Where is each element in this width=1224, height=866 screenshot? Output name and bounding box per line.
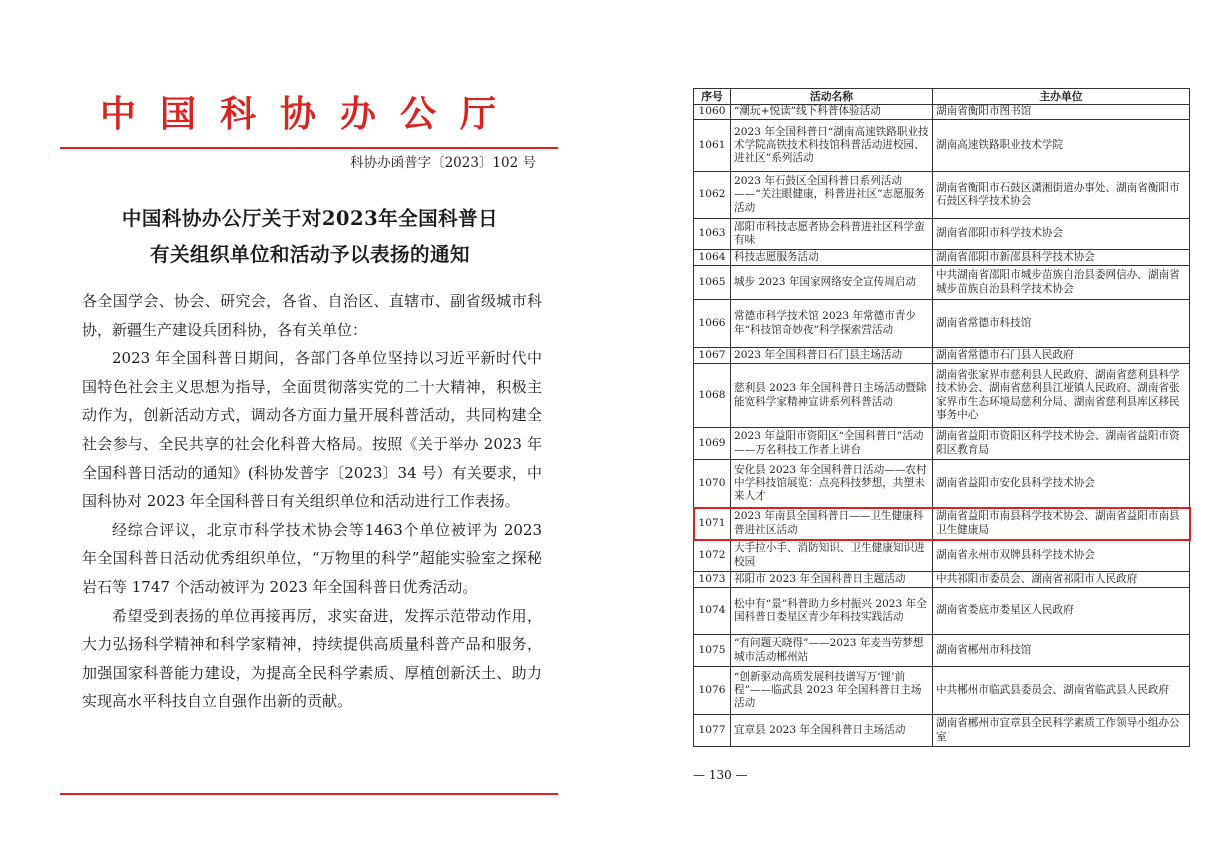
table-row [694, 540, 1190, 572]
table-row [694, 266, 1190, 300]
red-rule-bottom [60, 793, 558, 795]
cell-activity: 2023 年石鼓区全国科普日系列活动——“关注眼健康，科普进社区”志愿服务活动 [731, 172, 933, 219]
cell-no: 1073 [694, 572, 731, 588]
cell-org: 湖南省张家界市慈利县人民政府、湖南省慈利县科学技术协会、湖南省慈利县江垭镇人民政府、湖南省张家界市生态环境局慈利分局、湖南省慈利县库区移民事务中心 [933, 364, 1190, 428]
paragraph-3: 希望受到表扬的单位再接再厉，求实奋进，发挥示范带动作用，大力弘扬科学精神和科学家精神，持续提供高质量科普产品和服务，加强国家科普能力建设，为提高全民科学素质、厚植创新沃土、助力实现高水平科技自立自强作出新的贡献。 [82, 606, 542, 711]
cell-activity: 慈利县 2023 年全国科普日主场活动暨除能宽科学家精神宣讲系列科普活动 [731, 364, 933, 428]
table-row-highlighted [694, 508, 1190, 540]
cell-activity: 2023 年南县全国科普日——卫生健康科普进社区活动 [731, 508, 933, 540]
cell-no: 1066 [694, 300, 731, 348]
table-row [694, 635, 1190, 667]
cell-activity: 城步 2023 年国家网络安全宣传周启动 [731, 266, 933, 300]
cell-no: 1063 [694, 219, 731, 250]
notice-title-line2: 有关组织单位和活动予以表扬的通知 [149, 243, 470, 266]
cell-activity: 松中有“景”科普助力乡村振兴 2023 年全国科普日娄星区青少年科技实践活动 [731, 588, 933, 635]
cell-org: 中共祁阳市委员会、湖南省祁阳市人民政府 [933, 572, 1190, 588]
red-rule-top [60, 147, 558, 149]
cell-no: 1075 [694, 635, 731, 667]
cell-org: 湖南省常德市石门县人民政府 [933, 348, 1190, 364]
cell-no: 1064 [694, 250, 731, 266]
page-number: — 130 — [693, 768, 748, 782]
cell-org: 中共郴州市临武县委员会、湖南省临武县人民政府 [933, 667, 1190, 715]
cell-no: 1076 [694, 667, 731, 715]
cell-no: 1060 [694, 105, 731, 120]
cell-no: 1070 [694, 460, 731, 508]
cell-activity: 大手拉小手、消防知识、卫生健康知识进校园 [731, 540, 933, 572]
table-row [694, 428, 1190, 460]
header-activity: 活动名称 [731, 89, 933, 105]
cell-org: 湖南省益阳市安化县科学技术协会 [933, 460, 1190, 508]
table-row [694, 572, 1190, 588]
cell-no: 1069 [694, 428, 731, 460]
cell-no: 1072 [694, 540, 731, 572]
cell-activity: “创新驱动高质发展科技谱写万‘锂’前程”——临武县 2023 年全国科普日主场活动 [731, 667, 933, 715]
table-row [694, 219, 1190, 250]
doc-number: 科协办函普字〔2023〕102 号 [350, 155, 536, 171]
cell-activity: 科技志愿服务活动 [731, 250, 933, 266]
notice-body [82, 287, 542, 716]
cell-activity: 安化县 2023 年全国科普日活动——农村中学科技馆展览：点亮科技梦想，共塑未来人才 [731, 460, 933, 508]
table-row [694, 300, 1190, 348]
cell-org: 湖南省永州市双牌县科学技术协会 [933, 540, 1190, 572]
cell-activity: 2023 年全国科普日石门县主场活动 [731, 348, 933, 364]
cell-activity: 邵阳市科技志愿者协会科普进社区科学蛮有味 [731, 219, 933, 250]
awards-table-wrap [693, 88, 1189, 747]
salutation: 各全国学会、协会、研究会，各省、自治区、直辖市、副省级城市科协，新疆生产建设兵团科协，各有关单位： [82, 292, 542, 339]
cell-org: 湖南省益阳市资阳区科学技术协会、湖南省益阳市资阳区教育局 [933, 428, 1190, 460]
cell-org: 湖南省益阳市南县科学技术协会、湖南省益阳市南县卫生健康局 [933, 508, 1190, 540]
cell-org: 湖南省郴州市宜章县全民科学素质工作领导小组办公室 [933, 715, 1190, 747]
cell-activity: 常德市科学技术馆 2023 年常德市青少年“科技馆奇妙夜”科学探索营活动 [731, 300, 933, 348]
table-row [694, 667, 1190, 715]
cell-no: 1065 [694, 266, 731, 300]
header-org: 主办单位 [933, 89, 1190, 105]
cell-no: 1077 [694, 715, 731, 747]
org-title: 中国科协办公厅 [99, 93, 520, 135]
cell-no: 1062 [694, 172, 731, 219]
cell-no: 1067 [694, 348, 731, 364]
awards-table [693, 88, 1190, 747]
table-row [694, 348, 1190, 364]
cell-org: 湖南省常德市科技馆 [933, 300, 1190, 348]
table-row [694, 250, 1190, 266]
cell-activity: “有问题天晓得”——2023 年麦当劳梦想城市活动郴州站 [731, 635, 933, 667]
cell-org: 中共湖南省邵阳市城步苗族自治县委网信办、湖南省城步苗族自治县科学技术协会 [933, 266, 1190, 300]
cell-activity: “潮玩+悦读”线下科普体验活动 [731, 105, 933, 120]
cell-org: 湖南省衡阳市石鼓区潇湘街道办事处、湖南省衡阳市石鼓区科学技术协会 [933, 172, 1190, 219]
notice-title-line1: 中国科协办公厅关于对2023年全国科普日 [121, 207, 499, 230]
cell-activity: 宜章县 2023 年全国科普日主场活动 [731, 715, 933, 747]
cell-no: 1074 [694, 588, 731, 635]
cell-org: 湖南省邵阳市科学技术协会 [933, 219, 1190, 250]
cell-activity: 2023 年全国科普日“湖南高速铁路职业技术学院高铁技术科技馆科普活动进校园、进社区”系列活动 [731, 120, 933, 172]
table-row [694, 172, 1190, 219]
paragraph-2: 经综合评议，北京市科学技术协会等1463个单位被评为 2023 年全国科普日活动优秀组织单位，“万物里的科学”超能实验室之探秘岩石等 1747 个活动被评为 2023 年全国科普日优秀活动。 [82, 520, 542, 596]
paragraph-1: 2023 年全国科普日期间，各部门各单位坚持以习近平新时代中国特色社会主义思想为指导，全面贯彻落实党的二十大精神，积极主动作为，创新活动方式，调动各方面力量开展科普活动，共同构建全社会参与、全民共享的社会化科普大格局。按照《关于举办 2023 年全国科普日活动的通知》(科协发普字〔2023〕34 号）有关要求，中国科协对 2023 年全国科普日有关组织单位和活动进行工作表扬。 [82, 349, 542, 511]
cell-org: 湖南省娄底市娄星区人民政府 [933, 588, 1190, 635]
cell-no: 1061 [694, 120, 731, 172]
cell-activity: 2023 年益阳市资阳区“全国科普日”活动——万名科技工作者上讲台 [731, 428, 933, 460]
table-row [694, 120, 1190, 172]
table-body [694, 105, 1190, 747]
notice-title [60, 201, 560, 273]
cell-org: 湖南省邵阳市新邵县科学技术协会 [933, 250, 1190, 266]
table-header-row [694, 89, 1190, 105]
cell-org: 湖南高速铁路职业技术学院 [933, 120, 1190, 172]
table-row [694, 105, 1190, 120]
cell-org: 湖南省衡阳市图书馆 [933, 105, 1190, 120]
right-page [612, 0, 1224, 866]
table-row [694, 364, 1190, 428]
cell-activity: 祁阳市 2023 年全国科普日主题活动 [731, 572, 933, 588]
table-row [694, 588, 1190, 635]
table-row [694, 460, 1190, 508]
cell-org: 湖南省郴州市科技馆 [933, 635, 1190, 667]
cell-no: 1071 [694, 508, 731, 540]
table-row [694, 715, 1190, 747]
cell-no: 1068 [694, 364, 731, 428]
header-no: 序号 [694, 89, 731, 105]
